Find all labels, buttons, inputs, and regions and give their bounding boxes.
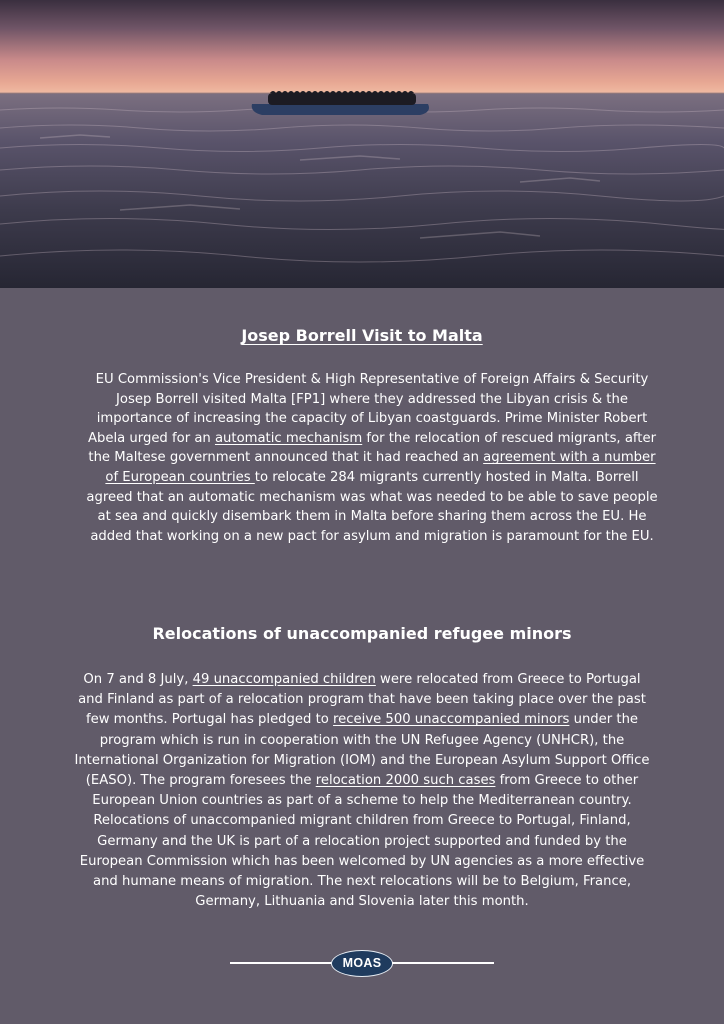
link-agreement-european-countries[interactable]: agreement with a number of European countries — [105, 450, 656, 485]
section-body-relocations — [72, 670, 652, 912]
body-text: from Greece to other European Union countries as part of a scheme to help the Mediterranean country. Relocations of unaccompanied migrant children from Greece to Portugal, Finland, Germany and the UK is part of a relocation project supported and funded by the European Commission which has been welcomed by UN agencies as a more effective and humane means of migration. The next relocations will be to Belgium, France, Germany, Lithuania and Slovenia later this month. — [79, 773, 645, 910]
divider-right — [392, 962, 494, 964]
body-text: for the relocation of rescued migrants, after the Maltese government announced that it had reached an — [88, 430, 657, 466]
hero-photo — [0, 0, 724, 288]
divider-left — [230, 962, 334, 964]
moas-logo[interactable]: MOAS — [331, 950, 393, 977]
body-text: under the program which is run in cooperation with the UN Refugee Agency (UNHCR), the International Organization for Migration (IOM) and the European Asylum Support Office (EASO). The program foresees the — [74, 712, 650, 789]
section-title-borrell-visit: Josep Borrell Visit to Malta — [241, 326, 483, 345]
section-title-relocations: Relocations of unaccompanied refugee minors — [152, 624, 572, 643]
link-receive-500-minors[interactable]: receive 500 unaccompanied minors — [333, 712, 570, 728]
body-text: to relocate 284 migrants currently hosted in Malta. Borrell agreed that an automatic mechanism was what was needed to be able to save people at sea and quickly disembark them in Malta before sharing them across the EU. He added that working on a new pact for asylum and migration is paramount for the EU. — [86, 469, 658, 544]
link-relocation-2000-cases[interactable]: relocation 2000 such cases — [315, 773, 496, 789]
footer — [0, 950, 724, 978]
body-text: EU Commission's Vice President & High Representative of Foreign Affairs & Security Josep Borrell visited Malta [FP1] where they addressed the Libyan crisis & the importance of increasing the capacity of Libyan coastguards. Prime Minister Robert Abela urged for an — [87, 372, 649, 446]
body-text: On 7 and 8 July, — [83, 672, 193, 687]
boat-shape — [252, 91, 429, 115]
sea-illustration — [0, 0, 724, 288]
body-text: were relocated from Greece to Portugal and Finland as part of a relocation program that have been taking place over the past few months. Portugal has pledged to — [78, 672, 646, 728]
link-49-unaccompanied-children[interactable]: 49 unaccompanied children — [192, 672, 376, 687]
section-body-borrell-visit — [84, 370, 660, 546]
link-automatic-mechanism[interactable]: automatic mechanism — [214, 430, 363, 446]
